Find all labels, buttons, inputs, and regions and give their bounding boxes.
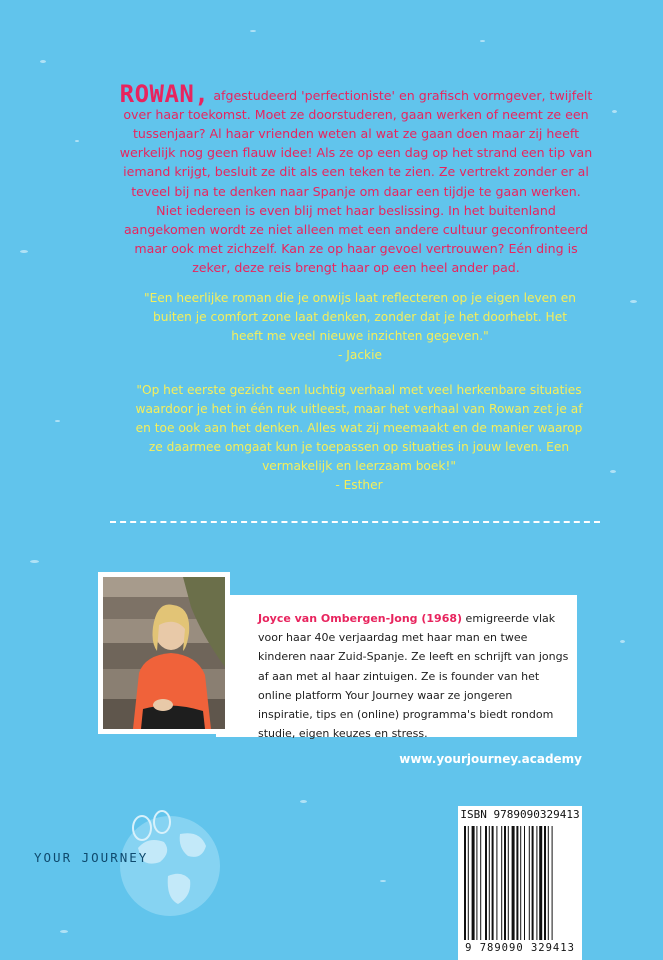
barcode-bar — [504, 826, 506, 940]
barcode-bar — [539, 826, 542, 940]
back-cover-blurb — [118, 79, 594, 278]
barcode-bar — [485, 826, 487, 940]
author-name: Joyce van Ombergen-Jong (1968) — [258, 612, 463, 625]
barcode-bar — [464, 826, 466, 940]
isbn-label: ISBN 9789090329413 — [460, 808, 580, 821]
isbn-barcode — [458, 806, 582, 960]
barcode-bar — [489, 826, 490, 940]
barcode-bar — [468, 826, 469, 940]
barcode-bar — [508, 826, 509, 940]
barcode-bar — [480, 826, 481, 940]
dashed-divider — [110, 521, 600, 523]
author-bio-text: emigreerde vlak voor haar 40e verjaardag met haar man en twee kinderen naar Zuid-Spanje. Ze leeft en schrijft van jongs af aan met al haar zintuigen. Ze is founder van het online platform Your Journey waar ze jongeren inspiratie, tips en (online) programma's biedt rondom studie, eigen keuzes en stress. — [258, 612, 569, 741]
review-quote-text: "Een heerlijke roman die je onwijs laat reflecteren op je eigen leven en buiten je comfort zone laat denken, zonder dat je het doorhebt. Het heeft me veel nieuwe inzichten gegeven." — [144, 291, 576, 343]
isbn-digits: 9 789090 329413 — [465, 942, 575, 954]
blurb-protagonist-name: ROWAN, — [119, 79, 210, 108]
barcode-bar — [552, 826, 553, 940]
barcode-bar — [501, 826, 502, 940]
barcode-bar — [472, 826, 475, 940]
barcode-bar — [492, 826, 494, 940]
review-quote-author: - Esther — [335, 478, 383, 492]
barcode-bar — [496, 826, 497, 940]
barcode-bar — [529, 826, 530, 940]
barcode-bar — [520, 826, 521, 940]
barcode-bar — [544, 826, 546, 940]
barcode-bar — [512, 826, 515, 940]
review-quote-1 — [140, 289, 580, 365]
barcode-bar — [548, 826, 549, 940]
review-quote-text: "Op het eerste gezicht een luchtig verhaal met veel herkenbare situaties waardoor je het in één ruk uitleest, maar het verhaal van Rowan zet je af en toe ook aan het denken. Alles wat zij meemaakt en de manier waarop ze daarmee omgaat kun je toepassen op situaties in jouw leven. Een vermakelijk en leerzaam boek!" — [135, 383, 583, 473]
barcode-bar — [536, 826, 537, 940]
barcode-bars — [464, 826, 576, 940]
barcode-bar — [476, 826, 477, 940]
barcode-bar — [516, 826, 518, 940]
review-quote-author: - Jackie — [338, 348, 382, 362]
review-quote-2 — [128, 381, 590, 495]
author-bio — [258, 609, 570, 743]
blurb-text: afgestudeerd 'perfectioniste' en grafisch vormgever, twijfelt over haar toekomst. Moet ze doorstuderen, gaan werken of neemt ze een tussenjaar? Al haar vrienden weten al wat ze gaan doen maar zij heeft werkelijk nog geen flauw idee! Als ze op een dag op het strand een tip van iemand krijgt, besluit ze dit als een teken te zien. Ze vertrekt zonder er al teveel bij na te denken naar Spanje om daar een tijdje te gaan werken. Niet iedereen is even blij met haar beslissing. In het buitenland aangekomen wordt ze niet alleen met een andere cultuur geconfronteerd maar ook met zichzelf. Kan ze op haar gevoel vertrouwen? Eén ding is zeker, deze reis brengt haar op een heel ander pad. — [119, 87, 593, 276]
brand-name: YOUR JOURNEY — [34, 850, 149, 865]
barcode-bar — [524, 826, 525, 940]
website-url: www.yourjourney.academy — [399, 752, 582, 766]
barcode-bar — [532, 826, 534, 940]
author-photo — [98, 572, 230, 734]
